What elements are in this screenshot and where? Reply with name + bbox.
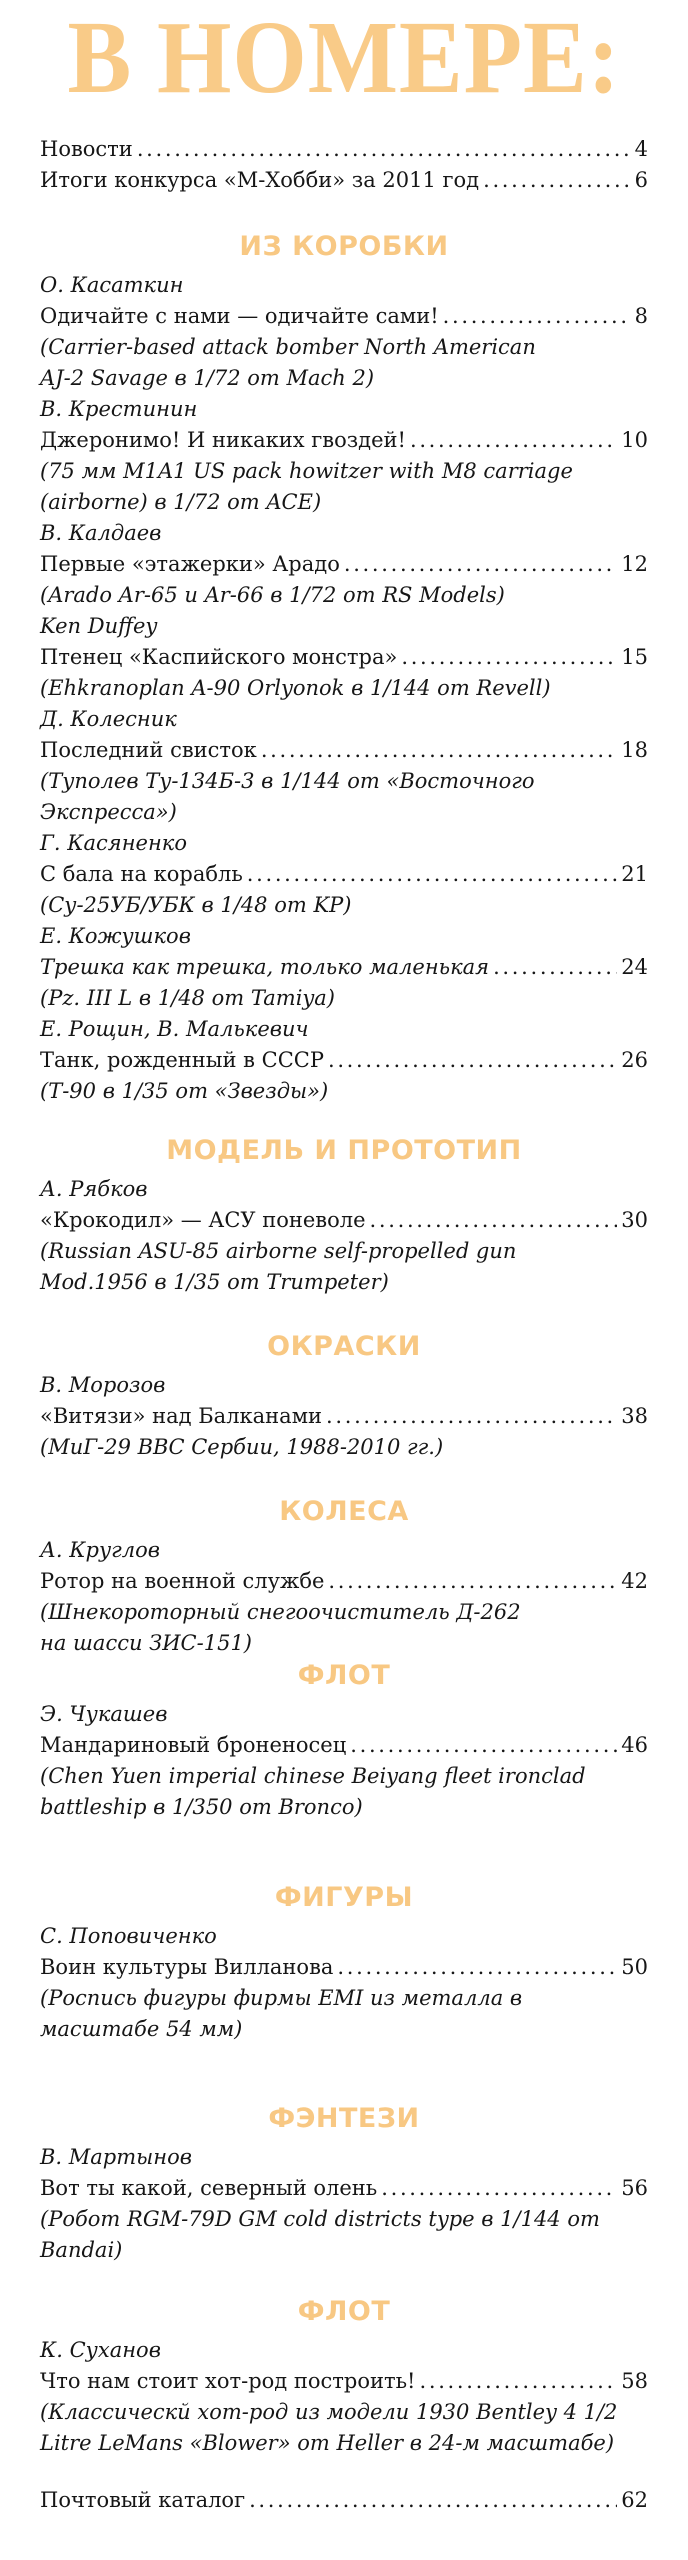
- section-heading: ФИГУРЫ: [274, 1882, 414, 1913]
- dot-leader: [370, 1205, 618, 1236]
- entry-author: В. Морозов: [40, 1373, 166, 1397]
- entry-title: Воин культуры Вилланова: [40, 1955, 334, 1979]
- entry-author: Д. Колесник: [40, 707, 177, 731]
- toc-entry-link[interactable]: [40, 642, 648, 673]
- toc-entry-link[interactable]: [40, 735, 648, 766]
- entry-title: Птенец «Каспийского монстра»: [40, 645, 398, 669]
- entry-subtitle: battleship в 1/350 от Bronco): [40, 1795, 363, 1819]
- entry-title: Джеронимо! И никаких гвоздей!: [40, 428, 406, 452]
- toc-entry-link[interactable]: [40, 425, 648, 456]
- dot-leader: [249, 2485, 617, 2516]
- entry-subtitle: масштабе 54 мм): [40, 2017, 243, 2041]
- dot-leader: [493, 952, 617, 983]
- dot-leader: [483, 165, 631, 196]
- dot-leader: [137, 134, 631, 165]
- entry-author: Е. Кожушков: [40, 924, 191, 948]
- section-entries: [40, 2485, 648, 2516]
- dot-leader: [328, 1045, 617, 1076]
- entry-author: К. Суханов: [40, 2338, 161, 2362]
- dot-leader: [410, 425, 617, 456]
- dot-leader: [344, 549, 617, 580]
- entry-title: Трешка как трешка, только маленькая: [40, 955, 490, 979]
- dot-leader: [261, 735, 617, 766]
- entry-title: Одичайте с нами — одичайте сами!: [40, 304, 439, 328]
- entry-page-number: 12: [621, 552, 648, 576]
- toc-entry-link[interactable]: [40, 2173, 648, 2204]
- entry-subtitle: (Russian ASU-85 airborne self-propelled gun: [40, 1239, 517, 1263]
- entry-page-number: 18: [621, 738, 648, 762]
- entry-author: О. Касаткин: [40, 273, 184, 297]
- section-entries: [40, 134, 648, 196]
- entry-title: Первые «этажерки» Арадо: [40, 552, 340, 576]
- toc-entry-link[interactable]: [40, 549, 648, 580]
- entry-subtitle: (75 мм M1A1 US pack howitzer with M8 carriage: [40, 459, 573, 483]
- dot-leader: [420, 2366, 618, 2397]
- entry-subtitle: Bandai): [40, 2238, 123, 2262]
- entry-title: Итоги конкурса «М-Хобби» за 2011 год: [40, 168, 480, 192]
- dot-leader: [328, 1566, 617, 1597]
- entry-subtitle: Экспресса»): [40, 800, 177, 824]
- entry-page-number: 4: [634, 137, 648, 161]
- entry-page-number: 56: [621, 2176, 648, 2200]
- entry-subtitle: (Pz. III L в 1/48 от Tamiya): [40, 986, 335, 1010]
- entry-page-number: 26: [621, 1048, 648, 1072]
- entry-author: А. Круглов: [40, 1538, 160, 1562]
- toc-entry-link[interactable]: [40, 2366, 648, 2397]
- section-entries: [40, 2335, 648, 2459]
- section-heading: ОКРАСКИ: [267, 1331, 421, 1362]
- section-heading: КОЛЕСА: [279, 1496, 409, 1527]
- entry-subtitle: Litre LeMans «Blower» от Heller в 24-м масштабе): [40, 2431, 615, 2455]
- entry-title: «Витязи» над Балканами: [40, 1404, 323, 1428]
- entry-title: Почтовый каталог: [40, 2488, 246, 2512]
- toc-entry-link[interactable]: [40, 1730, 648, 1761]
- entry-author: Г. Касяненко: [40, 831, 187, 855]
- entry-subtitle: (Роспись фигуры фирмы EMI из металла в: [40, 1986, 523, 2010]
- entry-title: Вот ты какой, северный олень: [40, 2176, 378, 2200]
- entry-title: Последний свисток: [40, 738, 257, 762]
- entry-subtitle: Mod.1956 в 1/35 от Trumpeter): [40, 1270, 389, 1294]
- entry-author: В. Мартынов: [40, 2145, 192, 2169]
- section-heading: ФЛОТ: [297, 1660, 391, 1691]
- section-heading: ФЭНТЕЗИ: [268, 2103, 420, 2134]
- section-heading: МОДЕЛЬ И ПРОТОТИП: [166, 1135, 522, 1166]
- entry-author: А. Рябков: [40, 1177, 148, 1201]
- section-entries: [40, 2142, 648, 2266]
- toc-entry-link[interactable]: [40, 2485, 648, 2516]
- entry-subtitle: (Arado Ar-65 и Ar-66 в 1/72 от RS Models): [40, 583, 505, 607]
- entry-title: Что нам стоит хот-род построить!: [40, 2369, 416, 2393]
- entry-subtitle: (Су-25УБ/УБК в 1/48 от KP): [40, 893, 352, 917]
- entry-subtitle: на шасси ЗИС-151): [40, 1631, 252, 1655]
- dot-leader: [401, 642, 617, 673]
- entry-author: Ken Duffey: [40, 614, 158, 638]
- entry-subtitle: (Классическй хот-род из модели 1930 Bentley 4 1/2: [40, 2400, 618, 2424]
- entry-subtitle: (МиГ-29 ВВС Сербии, 1988-2010 гг.): [40, 1435, 444, 1459]
- entry-author: В. Калдаев: [40, 521, 162, 545]
- entry-page-number: 62: [621, 2488, 648, 2512]
- section-heading: ИЗ КОРОБКИ: [239, 231, 449, 262]
- entry-author: С. Поповиченко: [40, 1924, 217, 1948]
- entry-page-number: 50: [621, 1955, 648, 1979]
- entry-subtitle: (Т-90 в 1/35 от «Звезды»): [40, 1079, 329, 1103]
- dot-leader: [326, 1401, 617, 1432]
- dot-leader: [350, 1730, 617, 1761]
- toc-entry-link[interactable]: [40, 1566, 648, 1597]
- entry-subtitle: AJ-2 Savage в 1/72 от Mach 2): [40, 366, 375, 390]
- section-entries: [40, 270, 648, 1107]
- entry-page-number: 42: [621, 1569, 648, 1593]
- entry-page-number: 30: [621, 1208, 648, 1232]
- entry-subtitle: (Ehkranoplan A-90 Orlyonok в 1/144 от Revell): [40, 676, 551, 700]
- toc-entry-link[interactable]: [40, 1952, 648, 1983]
- entry-page-number: 8: [634, 304, 648, 328]
- dot-leader: [247, 859, 617, 890]
- dot-leader: [337, 1952, 617, 1983]
- toc-entry-link[interactable]: [40, 134, 648, 165]
- section-entries: [40, 1699, 648, 1823]
- entry-page-number: 24: [621, 955, 648, 979]
- toc-entry-link[interactable]: [40, 859, 648, 890]
- entry-subtitle: (Carrier-based attack bomber North American: [40, 335, 536, 359]
- entry-page-number: 38: [621, 1404, 648, 1428]
- entry-author: В. Крестинин: [40, 397, 198, 421]
- entry-author: Э. Чукашев: [40, 1702, 168, 1726]
- entry-title: Ротор на военной службе: [40, 1569, 325, 1593]
- entry-subtitle: (Chen Yuen imperial chinese Beiyang fleet ironclad: [40, 1764, 586, 1788]
- entry-title: Новости: [40, 137, 133, 161]
- entry-subtitle: (Робот RGM-79D GM cold districts type в 1/144 от: [40, 2207, 600, 2231]
- entry-page-number: 10: [621, 428, 648, 452]
- section-entries: [40, 1921, 648, 2045]
- entry-title: Мандариновый броненосец: [40, 1733, 347, 1757]
- section-heading: ФЛОТ: [297, 2296, 391, 2327]
- entry-page-number: 15: [621, 645, 648, 669]
- entry-page-number: 21: [621, 862, 648, 886]
- entry-title: Танк, рожденный в СССР: [40, 1048, 324, 1072]
- entry-page-number: 58: [621, 2369, 648, 2393]
- entry-subtitle: (Шнекороторный снегоочиститель Д-262: [40, 1600, 521, 1624]
- page-title: В НОМЕРЕ:: [67, 0, 621, 115]
- toc-entry-link[interactable]: [40, 1045, 648, 1076]
- entry-page-number: 6: [634, 168, 648, 192]
- section-entries: [40, 1535, 648, 1659]
- entry-title: С бала на корабль: [40, 862, 243, 886]
- dot-leader: [443, 301, 631, 332]
- entry-author: Е. Рощин, В. Малькевич: [40, 1017, 309, 1041]
- entry-subtitle: (airborne) в 1/72 от ACE): [40, 490, 322, 514]
- toc-entry-link[interactable]: [40, 301, 648, 332]
- dot-leader: [381, 2173, 617, 2204]
- section-entries: [40, 1370, 648, 1463]
- toc-entry-link[interactable]: [40, 1401, 648, 1432]
- toc-entry-link[interactable]: [40, 165, 648, 196]
- entry-title: «Крокодил» — АСУ поневоле: [40, 1208, 366, 1232]
- section-entries: [40, 1174, 648, 1298]
- entry-subtitle: (Туполев Ту-134Б-3 в 1/144 от «Восточного: [40, 769, 535, 793]
- toc-entry-link[interactable]: [40, 952, 648, 983]
- entry-page-number: 46: [621, 1733, 648, 1757]
- toc-entry-link[interactable]: [40, 1205, 648, 1236]
